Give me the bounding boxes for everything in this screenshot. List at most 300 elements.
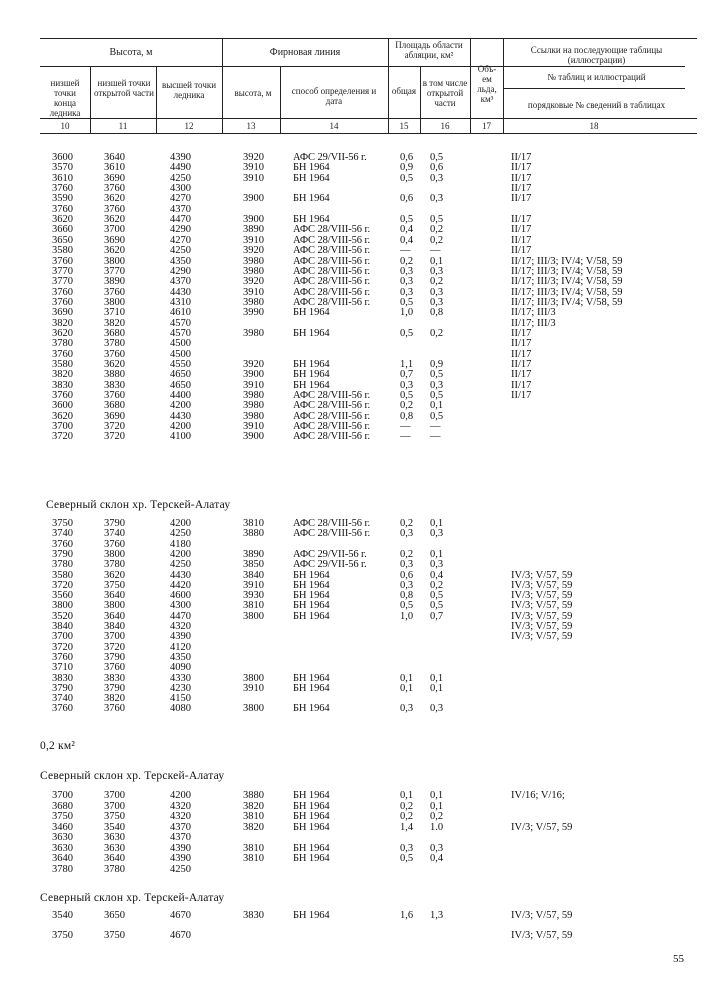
table-cell: II/17: [511, 338, 532, 350]
table-cell: 4200: [170, 421, 191, 433]
table-cell: 3620: [104, 214, 125, 226]
table-cell: АФС 28/VIII-56 г.: [293, 528, 371, 540]
table-cell: 3910: [243, 172, 264, 184]
table-cell: 3840: [52, 621, 73, 632]
table-cell: 3580: [52, 359, 73, 370]
table-cell: 0,5: [430, 600, 444, 612]
table-cell: БН 1964: [293, 327, 330, 339]
table-cell: 3810: [243, 842, 264, 854]
table-cell: 4250: [170, 245, 191, 257]
table-cell: 4610: [170, 307, 191, 319]
table-cell: 3760: [104, 286, 125, 298]
table-cell: 0,6: [430, 162, 444, 174]
header-top-rule: [40, 38, 697, 39]
section-title: Северный склон хр. Терскей-Алатау: [40, 770, 225, 782]
table-cell: 3840: [243, 569, 264, 581]
header-numbers-top-rule: [40, 118, 697, 119]
table-cell: 3720: [52, 579, 73, 591]
table-cell: IV/3; V/57, 59: [511, 569, 573, 581]
table-cell: 0,2: [430, 579, 444, 591]
table-cell: II/17: [511, 327, 532, 339]
table-cell: 3790: [104, 518, 125, 529]
col13-header: высота, м: [234, 88, 272, 98]
table-cell: 0,3: [430, 296, 444, 308]
table-cell: 3750: [52, 811, 73, 822]
table-cell: 4230: [170, 682, 191, 694]
table-cell: 3720: [104, 421, 125, 433]
table-cell: II/17; III/3: [511, 317, 556, 329]
table-cell: БН 1964: [293, 307, 330, 319]
table-cell: 0,3: [430, 703, 444, 715]
firn-line-group-header: Фирновая линия: [269, 47, 341, 58]
table-cell: 4470: [170, 214, 191, 226]
table-cell: 4200: [170, 400, 191, 412]
table-cell: 3910: [243, 234, 264, 246]
table-cell: 4180: [170, 538, 191, 550]
section-title: Северный склон хр. Терскей-Алатау: [40, 892, 225, 904]
table-cell: 0,7: [430, 610, 444, 622]
table-cell: 3770: [52, 276, 73, 288]
table-cell: IV/3; V/57, 59: [511, 631, 573, 643]
table-cell: II/17: [511, 245, 532, 257]
table-cell: 3830: [104, 672, 125, 684]
table-cell: 3760: [104, 538, 125, 550]
table-cell: —: [430, 421, 441, 433]
table-cell: 3620: [52, 327, 73, 339]
table-cell: 4500: [170, 338, 191, 350]
table-cell: 0,5: [400, 390, 414, 402]
table-cell: II/17: [511, 369, 532, 381]
table-cell: 0,5: [430, 369, 444, 381]
table-cell: IV/3; V/57, 59: [511, 610, 573, 622]
table-cell: 3800: [243, 703, 264, 715]
table-cell: 0,8: [400, 590, 414, 602]
table-cell: АФС 28/VIII-56 г.: [293, 296, 371, 308]
table-cell: 3650: [52, 234, 73, 246]
table-cell: 3820: [52, 317, 73, 329]
table-cell: 3750: [104, 579, 125, 591]
table-cell: 4300: [170, 600, 191, 612]
table-cell: 4430: [170, 410, 191, 422]
table-cell: 3520: [52, 610, 73, 622]
table-cell: 3830: [52, 672, 73, 684]
col11-header: низшей точки открытой части: [94, 78, 154, 98]
table-cell: IV/3; V/57, 59: [511, 590, 573, 602]
table-cell: 4370: [170, 832, 191, 843]
table-cell: 3620: [104, 569, 125, 581]
table-cell: 0,3: [400, 703, 414, 715]
table-cell: 0,3: [430, 528, 444, 540]
header-numbers-bottom-rule: [40, 133, 697, 134]
table-cell: IV/3; V/57, 59: [511, 930, 573, 941]
table-cell: 0,5: [430, 590, 444, 602]
table-cell: 0,5: [400, 296, 414, 308]
table-cell: 0,2: [400, 400, 414, 412]
table-cell: 3800: [104, 600, 125, 612]
table-cell: 0,3: [430, 379, 444, 391]
table-cell: АФС 28/VIII-56 г.: [293, 234, 371, 246]
table-cell: 3890: [243, 548, 264, 560]
table-cell: 3690: [104, 234, 125, 246]
table-cell: 0,3: [400, 579, 414, 591]
table-cell: 0,3: [400, 265, 414, 277]
table-cell: 4300: [170, 183, 191, 195]
table-cell: АФС 28/VIII-56 г.: [293, 265, 371, 277]
table-cell: 0,2: [430, 327, 444, 339]
table-cell: 3750: [52, 518, 73, 529]
table-cell: 3630: [52, 842, 73, 854]
table-cell: 1,0: [400, 610, 414, 622]
table-cell: 3610: [104, 162, 125, 174]
table-cell: 4430: [170, 569, 191, 581]
table-cell: 0,4: [400, 234, 414, 246]
table-cell: 0,3: [430, 286, 444, 298]
table-cell: БН 1964: [293, 703, 330, 715]
header-vrule: [388, 38, 389, 133]
table-cell: 4390: [170, 842, 191, 854]
header-subhead-rule: [40, 66, 685, 67]
table-cell: 0,3: [430, 559, 444, 571]
table-cell: БН 1964: [293, 214, 330, 226]
table-cell: 0,3: [400, 276, 414, 288]
table-cell: 1,4: [400, 821, 414, 833]
column-number: 17: [482, 121, 491, 131]
table-cell: 1.0: [430, 821, 444, 833]
table-cell: 3560: [52, 590, 73, 602]
table-cell: II/17: [511, 193, 532, 205]
table-cell: 0,5: [430, 390, 444, 402]
table-cell: 3760: [104, 203, 125, 215]
table-cell: II/17; III/3: [511, 307, 556, 319]
table-cell: 4550: [170, 359, 191, 370]
column-number: 12: [184, 121, 194, 131]
table-cell: БН 1964: [293, 379, 330, 391]
table-cell: 4250: [170, 172, 191, 184]
table-cell: —: [400, 431, 411, 443]
table-cell: 1,1: [400, 359, 414, 370]
table-cell: 3780: [52, 863, 73, 875]
column-number: 11: [118, 121, 128, 131]
table-cell: 3930: [243, 590, 264, 602]
table-cell: 0,5: [430, 214, 444, 226]
table-cell: 4100: [170, 431, 191, 443]
table-cell: 3640: [104, 590, 125, 602]
table-cell: 3740: [52, 528, 73, 540]
table-cell: БН 1964: [293, 172, 330, 184]
table-cell: 3620: [104, 245, 125, 257]
table-cell: 4670: [170, 930, 191, 941]
table-cell: АФС 28/VIII-56 г.: [293, 410, 371, 422]
table-cell: 0,2: [400, 800, 414, 812]
table-cell: 4430: [170, 286, 191, 298]
table-cell: БН 1964: [293, 569, 330, 581]
table-cell: 3790: [104, 651, 125, 663]
table-cell: 3760: [104, 703, 125, 715]
table-cell: 0,5: [430, 152, 444, 163]
col16-header: в том числе открытой части: [422, 78, 468, 108]
table-cell: БН 1964: [293, 610, 330, 622]
table-cell: 4350: [170, 255, 191, 267]
table-cell: 3630: [104, 832, 125, 843]
table-cell: 3800: [52, 600, 73, 612]
table-cell: 4250: [170, 559, 191, 571]
table-cell: БН 1964: [293, 800, 330, 812]
table-cell: IV/3; V/57, 59: [511, 910, 573, 921]
table-cell: 3890: [104, 276, 125, 288]
table-cell: 4320: [170, 621, 191, 632]
table-cell: 0,1: [430, 672, 444, 684]
table-cell: 4250: [170, 863, 191, 875]
table-cell: 3840: [104, 621, 125, 632]
table-cell: 3640: [104, 853, 125, 864]
table-cell: БН 1964: [293, 193, 330, 205]
table-cell: 3920: [243, 359, 264, 370]
table-cell: АФС 28/VIII-56 г.: [293, 245, 371, 257]
table-cell: II/17: [511, 379, 532, 391]
table-cell: 0,5: [400, 853, 414, 864]
table-cell: 4200: [170, 790, 191, 801]
table-cell: 0,1: [430, 790, 444, 801]
table-cell: 1,0: [400, 307, 414, 319]
table-cell: II/17: [511, 390, 532, 402]
table-cell: 3830: [52, 379, 73, 391]
column-number: 15: [399, 121, 409, 131]
table-cell: —: [400, 245, 411, 257]
table-cell: 3900: [243, 214, 264, 226]
table-cell: 3600: [52, 400, 73, 412]
table-cell: 0,2: [430, 811, 444, 822]
table-cell: 3910: [243, 682, 264, 694]
table-cell: БН 1964: [293, 910, 330, 921]
table-cell: АФС 28/VIII-56 г.: [293, 255, 371, 267]
table-cell: 0,1: [430, 518, 444, 529]
table-cell: 3720: [104, 641, 125, 653]
table-cell: 0,2: [430, 276, 444, 288]
refs-subrule: [503, 88, 685, 89]
table-cell: 3910: [243, 162, 264, 174]
table-cell: 3700: [104, 790, 125, 801]
column-number: 14: [329, 121, 339, 131]
table-cell: 3580: [52, 569, 73, 581]
refs-sub-records-header: порядковые № сведений в таблицах: [527, 100, 666, 110]
table-cell: БН 1964: [293, 579, 330, 591]
table-cell: 0,2: [430, 234, 444, 246]
table-cell: 3900: [243, 369, 264, 381]
table-cell: 3910: [243, 421, 264, 433]
table-cell: 0,2: [400, 255, 414, 267]
table-cell: II/17; III/3; IV/4; V/58, 59: [511, 265, 623, 277]
table-cell: 0,4: [430, 569, 444, 581]
table-cell: БН 1964: [293, 853, 330, 864]
table-cell: 3680: [52, 800, 73, 812]
table-cell: БН 1964: [293, 359, 330, 370]
table-cell: 3680: [104, 327, 125, 339]
table-cell: 3590: [52, 193, 73, 205]
table-cell: 3760: [104, 348, 125, 360]
table-cell: 0,1: [400, 790, 414, 801]
table-cell: 3980: [243, 390, 264, 402]
height-group-header: Высота, м: [109, 47, 153, 58]
table-cell: 3920: [243, 245, 264, 257]
table-cell: БН 1964: [293, 162, 330, 174]
table-cell: 3980: [243, 296, 264, 308]
table-cell: 4650: [170, 369, 191, 381]
table-cell: 3700: [104, 800, 125, 812]
table-cell: БН 1964: [293, 369, 330, 381]
table-cell: II/17; III/3; IV/4; V/58, 59: [511, 255, 623, 267]
table-cell: 4600: [170, 590, 191, 602]
table-cell: 3810: [243, 600, 264, 612]
table-cell: II/17: [511, 162, 532, 174]
table-cell: 3780: [52, 338, 73, 350]
table-cell: 0,9: [430, 359, 444, 370]
table-cell: 0,6: [400, 193, 414, 205]
table-cell: 0,1: [430, 255, 444, 267]
table-cell: 3820: [104, 317, 125, 329]
table-cell: 4420: [170, 579, 191, 591]
table-cell: 0,1: [430, 548, 444, 560]
table-cell: 3780: [104, 559, 125, 571]
table-cell: 3640: [104, 152, 125, 163]
table-cell: 4290: [170, 265, 191, 277]
table-cell: 3890: [243, 224, 264, 236]
table-cell: 3620: [104, 359, 125, 370]
table-cell: БН 1964: [293, 672, 330, 684]
table-cell: II/17; III/3; IV/4; V/58, 59: [511, 276, 623, 288]
table-cell: 0,8: [430, 307, 444, 319]
table-cell: 3640: [52, 853, 73, 864]
table-cell: 3810: [243, 853, 264, 864]
table-cell: —: [430, 431, 441, 443]
table-cell: 3800: [243, 610, 264, 622]
table-cell: II/17; III/3; IV/4; V/58, 59: [511, 286, 623, 298]
table-cell: 0,4: [430, 853, 444, 864]
table-cell: 3770: [52, 265, 73, 277]
table-cell: 3800: [243, 672, 264, 684]
table-cell: 0,3: [400, 559, 414, 571]
table-cell: 4120: [170, 641, 191, 653]
table-cell: II/17: [511, 172, 532, 184]
table-cell: 4390: [170, 853, 191, 864]
table-cell: IV/3; V/57, 59: [511, 621, 573, 632]
table-cell: БН 1964: [293, 682, 330, 694]
table-cell: IV/3; V/57, 59: [511, 600, 573, 612]
table-cell: II/17; III/3; IV/4; V/58, 59: [511, 296, 623, 308]
table-cell: 0,3: [400, 842, 414, 854]
table-cell: 4200: [170, 518, 191, 529]
table-cell: 3700: [52, 790, 73, 801]
table-cell: 3690: [52, 307, 73, 319]
table-cell: —: [430, 245, 441, 257]
table-cell: 3820: [52, 369, 73, 381]
table-cell: 3980: [243, 400, 264, 412]
table-cell: БН 1964: [293, 590, 330, 602]
table-cell: 3640: [104, 610, 125, 622]
table-cell: 3910: [243, 286, 264, 298]
table-cell: 4390: [170, 631, 191, 643]
table-cell: 3920: [243, 276, 264, 288]
table-cell: 3710: [52, 662, 73, 674]
table-cell: 3710: [104, 307, 125, 319]
header-vrule: [503, 38, 504, 133]
table-cell: IV/16; V/16;: [511, 790, 565, 801]
table-cell: 3760: [104, 390, 125, 402]
table-cell: 4470: [170, 610, 191, 622]
table-cell: 3760: [52, 348, 73, 360]
table-cell: 4350: [170, 651, 191, 663]
table-cell: 3720: [104, 431, 125, 443]
table-cell: 0,3: [430, 172, 444, 184]
table-cell: 3760: [104, 183, 125, 195]
table-cell: 3990: [243, 307, 264, 319]
col12-header: высшей точки ледника: [161, 80, 217, 100]
table-cell: АФС 28/VIII-56 г.: [293, 224, 371, 236]
table-cell: 3830: [243, 910, 264, 921]
column-number: 18: [589, 121, 599, 131]
table-cell: 4250: [170, 528, 191, 540]
table-cell: 3980: [243, 410, 264, 422]
table-cell: 3780: [104, 338, 125, 350]
table-cell: 3900: [243, 431, 264, 443]
table-cell: АФС 28/VIII-56 г.: [293, 276, 371, 288]
table-cell: 3700: [52, 421, 73, 433]
table-cell: 1,6: [400, 910, 414, 921]
table-cell: 0,1: [430, 682, 444, 694]
table-cell: 3760: [52, 203, 73, 215]
table-cell: 3610: [52, 172, 73, 184]
table-cell: 4150: [170, 693, 191, 705]
table-cell: 4490: [170, 162, 191, 174]
table-cell: 3800: [104, 296, 125, 308]
table-cell: 3880: [243, 528, 264, 540]
table-cell: БН 1964: [293, 842, 330, 854]
table-cell: 4320: [170, 811, 191, 822]
table-cell: —: [400, 421, 411, 433]
table-cell: 3580: [52, 245, 73, 257]
table-cell: АФС 29/VII-56 г.: [293, 152, 367, 163]
table-cell: 3900: [243, 193, 264, 205]
table-cell: 3630: [104, 842, 125, 854]
table-cell: 0,6: [400, 569, 414, 581]
table-cell: АФС 29/VII-56 г.: [293, 548, 367, 560]
table-cell: 3740: [52, 693, 73, 705]
table-cell: АФС 28/VIII-56 г.: [293, 421, 371, 433]
table-cell: 3650: [104, 910, 125, 921]
table-cell: 3540: [104, 821, 125, 833]
table-cell: 4570: [170, 327, 191, 339]
col10-header: низшей точки конца ледника: [49, 78, 81, 118]
table-cell: 0,3: [430, 842, 444, 854]
table-cell: 4310: [170, 296, 191, 308]
table-cell: 0,5: [400, 600, 414, 612]
table-cell: 3700: [104, 631, 125, 643]
refs-group-header: Ссылки на последующие таблицы (иллюстрации): [530, 45, 663, 65]
table-cell: 3790: [52, 548, 73, 560]
col15-header: общая: [391, 86, 417, 96]
table-cell: 3600: [52, 152, 73, 163]
table-cell: 4390: [170, 152, 191, 163]
table-cell: 3680: [104, 400, 125, 412]
table-cell: 0,5: [400, 214, 414, 226]
table-cell: 3700: [104, 224, 125, 236]
note-area-value: 0,2 км²: [40, 740, 75, 752]
table-cell: 0,3: [430, 265, 444, 277]
table-cell: 3850: [243, 559, 264, 571]
table-cell: 0,1: [400, 672, 414, 684]
table-cell: БН 1964: [293, 600, 330, 612]
table-cell: 3620: [104, 193, 125, 205]
table-cell: 3770: [104, 265, 125, 277]
